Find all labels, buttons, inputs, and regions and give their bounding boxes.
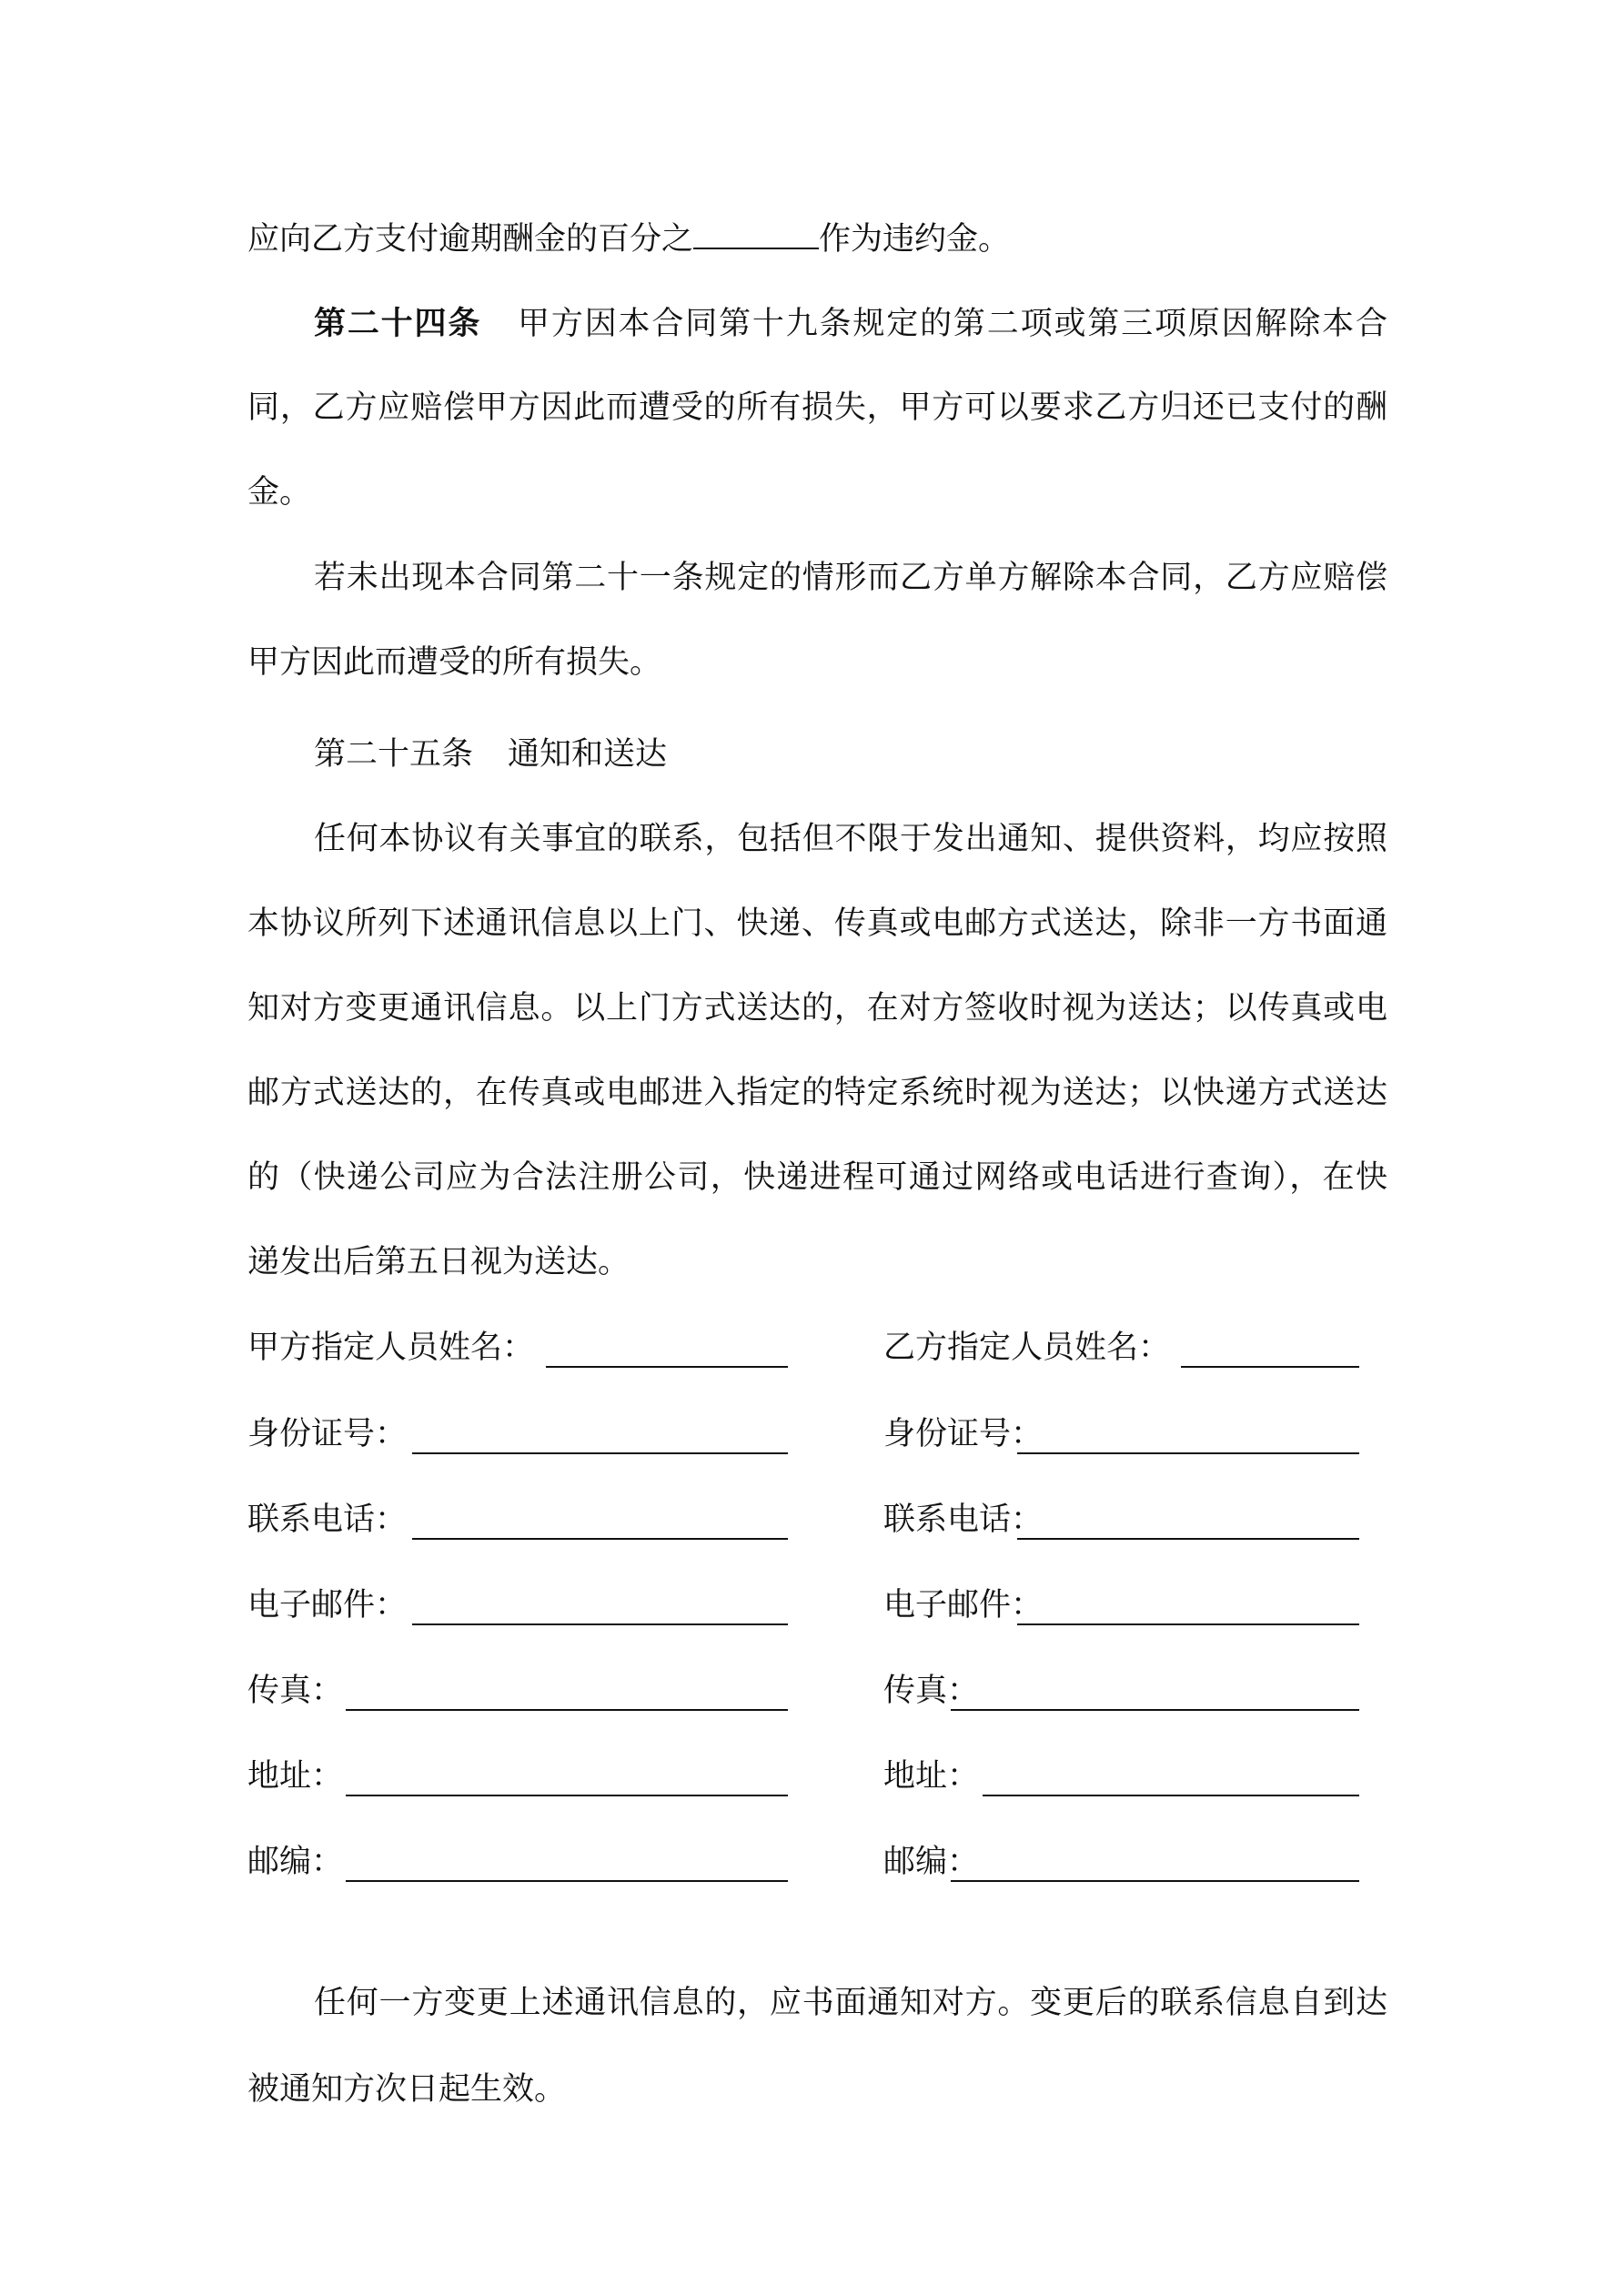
party-a-name-field xyxy=(247,1330,534,1366)
party-b-postcode-label: 邮编： xyxy=(883,1844,980,1880)
penalty-percent-blank[interactable] xyxy=(693,220,819,249)
party-b-email-field xyxy=(883,1587,1043,1623)
article-25-heading-line xyxy=(314,736,667,773)
article-25-line-5: 的（快递公司应为合法注册公司，快递进程可通过网络或电话进行查询），在快 xyxy=(247,1159,1387,1196)
party-b-postcode-field xyxy=(883,1844,979,1880)
party-a-email-label: 电子邮件： xyxy=(247,1587,408,1623)
party-b-address-blank[interactable] xyxy=(983,1795,1359,1796)
party-b-phone-label: 联系电话： xyxy=(883,1502,1044,1538)
party-a-name-label: 甲方指定人员姓名： xyxy=(247,1330,535,1366)
party-b-name-label: 乙方指定人员姓名： xyxy=(883,1330,1171,1366)
article-25-title: 通知和送达 xyxy=(508,736,668,773)
article-24-line-2: 同，乙方应赔偿甲方因此而遭受的所有损失，甲方可以要求乙方归还已支付的酬 xyxy=(247,389,1387,426)
party-b-postcode-blank[interactable] xyxy=(951,1880,1359,1882)
party-a-address-blank[interactable] xyxy=(346,1795,788,1796)
party-a-email-blank[interactable] xyxy=(412,1623,788,1625)
termination-line-1: 若未出现本合同第二十一条规定的情形而乙方单方解除本合同，乙方应赔偿 xyxy=(314,560,1387,596)
article-25-heading: 第二十五条 xyxy=(314,736,474,773)
article-24-line-3: 金。 xyxy=(247,474,312,511)
article-25-line-3: 知对方变更通讯信息。以上门方式送达的，在对方签收时视为送达；以传真或电 xyxy=(247,990,1387,1027)
party-a-fax-label: 传真： xyxy=(247,1673,344,1709)
party-a-postcode-label: 邮编： xyxy=(247,1844,344,1880)
party-a-address-label: 地址： xyxy=(247,1758,344,1795)
party-a-address-field xyxy=(247,1758,343,1795)
penalty-clause-line xyxy=(247,220,1010,258)
article-24-heading: 第二十四条 xyxy=(314,306,482,342)
party-b-name-field xyxy=(883,1330,1170,1366)
article-25-line-2: 本协议所列下述通讯信息以上门、快递、传真或电邮方式送达，除非一方书面通 xyxy=(247,905,1387,942)
party-b-address-field xyxy=(883,1758,979,1795)
party-b-fax-field xyxy=(883,1673,979,1709)
party-b-id-field xyxy=(883,1416,1043,1452)
party-b-fax-label: 传真： xyxy=(883,1673,980,1709)
article-25-line-1: 任何本协议有关事宜的联系，包括但不限于发出通知、提供资料，均应按照 xyxy=(314,821,1387,857)
party-a-email-field xyxy=(247,1587,407,1623)
party-b-id-label: 身份证号： xyxy=(883,1416,1044,1452)
penalty-clause-tail: 作为违约金。 xyxy=(819,221,1011,258)
party-b-phone-blank[interactable] xyxy=(1017,1538,1359,1540)
termination-line-2: 甲方因此而遭受的所有损失。 xyxy=(247,644,662,681)
article-25-line-6: 递发出后第五日视为送达。 xyxy=(247,1244,630,1280)
party-a-phone-blank[interactable] xyxy=(412,1538,788,1540)
change-notice-line-2: 被通知方次日起生效。 xyxy=(247,2071,567,2108)
article-25-line-4: 邮方式送达的，在传真或电邮进入指定的特定系统时视为送达；以快递方式送达 xyxy=(247,1075,1387,1111)
article-24-line-1 xyxy=(314,306,1387,342)
party-a-postcode-field xyxy=(247,1844,343,1880)
party-b-email-blank[interactable] xyxy=(1017,1623,1359,1625)
party-a-id-field xyxy=(247,1416,407,1452)
party-b-email-label: 电子邮件： xyxy=(883,1587,1044,1623)
party-a-name-blank[interactable] xyxy=(546,1366,788,1368)
party-a-phone-field xyxy=(247,1502,407,1538)
party-a-phone-label: 联系电话： xyxy=(247,1502,408,1538)
party-a-postcode-blank[interactable] xyxy=(346,1880,788,1882)
party-b-fax-blank[interactable] xyxy=(951,1709,1359,1711)
party-b-id-blank[interactable] xyxy=(1017,1452,1359,1454)
party-b-name-blank[interactable] xyxy=(1181,1366,1359,1368)
party-a-id-label: 身份证号： xyxy=(247,1416,408,1452)
party-a-fax-blank[interactable] xyxy=(346,1709,788,1711)
article-24-text-1: 甲方因本合同第十九条规定的第二项或第三项原因解除本合 xyxy=(516,306,1387,342)
party-a-id-blank[interactable] xyxy=(412,1452,788,1454)
party-a-fax-field xyxy=(247,1673,343,1709)
penalty-clause-text: 应向乙方支付逾期酬金的百分之 xyxy=(247,221,694,258)
change-notice-line-1: 任何一方变更上述通讯信息的，应书面通知对方。变更后的联系信息自到达 xyxy=(314,1985,1387,2021)
party-b-phone-field xyxy=(883,1502,1043,1538)
party-b-address-label: 地址： xyxy=(883,1758,980,1795)
